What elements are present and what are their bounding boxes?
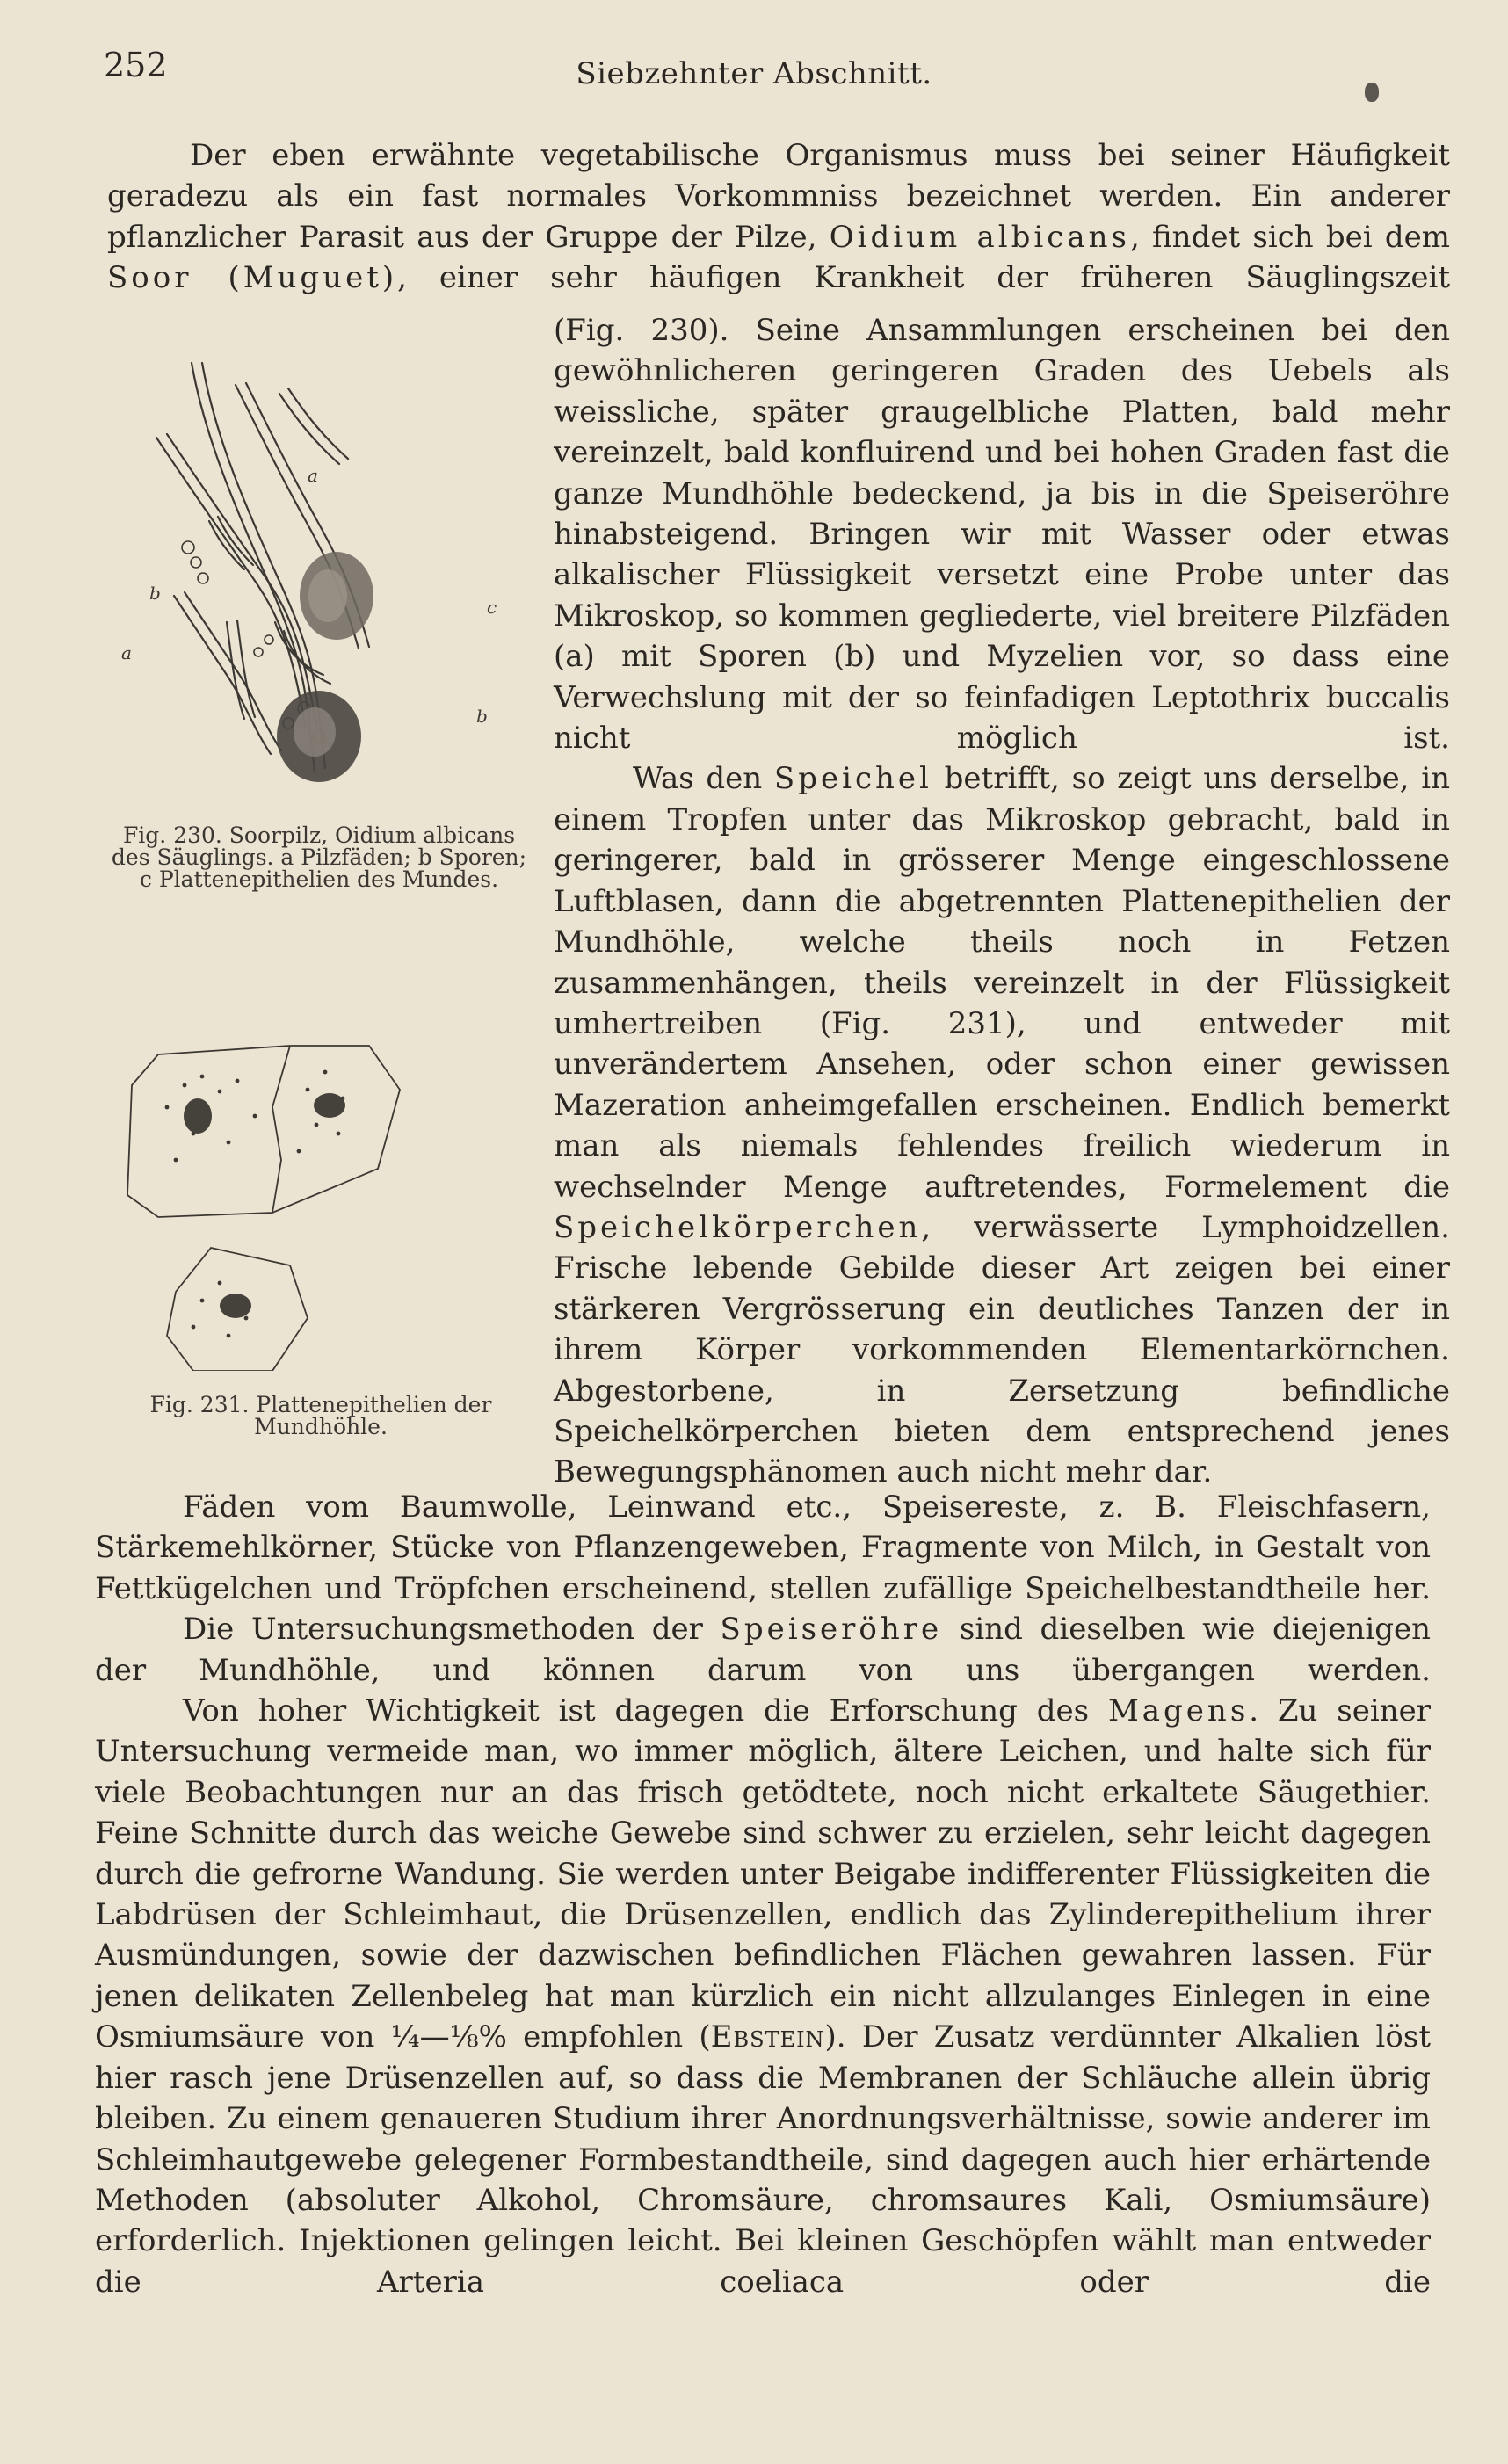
saliva-text-b: betrifft, so zeigt uns derselbe, in einem Tropfen unter das Mikroskop gebracht, bald in geringerer, bald in grösserer Menge eingeschlossene Luftblasen, dann die abgetrennten Plattenepithelien der Mundhöhle, welche theils noch in Fetzen zusammenhängen, theils vereinzelt in der Flüssigkeit umhertreiben (Fig. 231), und entweder mit unverändertem Ansehen, oder schon einer gewissen Mazeration anheimgefallen erscheinen. Endlich bemerkt man als niemals fehlendes freilich wiederum in wechselnder Menge auftretendes, Formelement die	[554, 761, 1451, 1205]
intro-text-b: , findet sich bei dem	[1129, 219, 1450, 255]
saliva-text-c: , verwässerte Lymphoidzellen. Frische lebende Gebilde dieser Art zeigen bei einer stärkeren Vergrösserung ein deutliches Tanzen der in ihrem Körper vorkommenden Elementarkörnchen. Abgestorbene, in Zersetzung befindliche Speichelkörperchen bieten dem entsprechend jenes Bewegungsphänomen auch nicht mehr dar.	[554, 1209, 1450, 1490]
stomach-text-b: . Zu seiner Untersuchung vermeide man, wo immer möglich, ältere Leichen, und halte sich für viele Beobachtungen nur an das frisch getödtete, noch nicht erkaltete Säugethier. Feine Schnitte durch das weiche Gewebe sind schwer zu erzielen, sehr leicht dagegen durch die gefrorne Wandung. Sie werden unter Beigabe indifferenter Flüssigkeiten die Labdrüsen der Schleimhaut, die Drüsenzellen, endlich das Zylinderepithelium ihrer Ausmündungen, sowie der dazwischen befindlichen Flächen gewahren lassen. Für jenen delikaten Zellenbeleg hat man kürzlich ein nicht allzulanges Einlegen in eine Osmiumsäure von ¼—⅛% empfohlen (	[95, 1693, 1431, 2055]
figure-231	[114, 1037, 527, 1438]
term-speichelkoerperchen: Speichelkörperchen	[554, 1209, 922, 1245]
label-b-right: b	[476, 706, 488, 727]
cell-nucleus	[220, 1294, 251, 1318]
intro-text-c: , einer sehr häufigen Krankheit der früheren Säuglingszeit	[397, 260, 1450, 296]
stomach-text-a: Von hoher Wichtigkeit ist dagegen die Erforschung des	[183, 1693, 1090, 1729]
term-speichel: Speichel	[773, 761, 932, 797]
label-a-left: a	[121, 642, 132, 663]
cell-nucleus	[314, 1093, 345, 1118]
body-paragraph-2	[95, 1609, 1431, 1691]
author-ebstein: Ebstein	[710, 2019, 825, 2055]
term-magens: Magens	[1107, 1693, 1250, 1729]
cell-nucleus	[184, 1098, 212, 1134]
figure-231-caption: Fig. 231. Plattenepithelien der Mundhöhle.	[149, 1392, 492, 1439]
saliva-text-a: Was den	[633, 761, 763, 797]
esophagus-text-a: Die Untersuchungsmethoden der	[183, 1612, 703, 1648]
term-soor-muguet: Soor (Muguet)	[107, 260, 398, 296]
label-a-top: a	[308, 465, 318, 486]
intro-text-a: Der eben erwähnte vegetabilische Organismus muss bei seiner Häufigkeit geradezu als ein fast normales Vorkommniss bezeichnet werden. Ein anderer pflanzlicher Parasit aus der Gruppe der Pilze,	[107, 138, 1450, 255]
column-paragraph-2	[554, 758, 1450, 1492]
column-paragraph-1: (Fig. 230). Seine Ansammlungen erscheinen bei den gewöhnlicheren geringeren Graden des Uebels als weissliche, später graugelbliche Platten, bald mehr vereinzelt, bald konfluirend und bei hohen Graden fast die ganze Mundhöhle bedeckend, ja bis in die Speiseröhre hinabsteigend. Bringen wir mit Wasser oder etwas alkalischer Flüssigkeit versetzt eine Probe unter das Mikroskop, so kommen gegliederte, viel breitere Pilzfäden (a) mit Sporen (b) und Myzelien vor, so dass eine Verwechslung mit der so feinfadigen Leptothrix buccalis nicht möglich ist.	[554, 313, 1450, 757]
figure-230	[104, 359, 534, 890]
label-c: c	[487, 597, 497, 618]
figure-230-caption: Fig. 230. Soorpilz, Oidium albicans des Säuglings. a Pilzfäden; b Sporen; c Plattenepithelien des Mundes.	[111, 823, 527, 892]
lower-body-text	[95, 1487, 1431, 2302]
soor-fungus-illustration	[104, 359, 534, 815]
stomach-text-c: ). Der Zusatz verdünnter Alkalien löst hier rasch jene Drüsenzellen auf, so dass die Membranen der Schläuche allein übrig bleiben. Zu einem genaueren Studium ihrer Anordnungsverhältnisse, sowie anderer im Schleimhautgewebe gelegener Formbestandtheile, sind dagegen auch hier erhärtende Methoden (absoluter Alkohol, Chromsäure, chromsaures Kali, Osmiumsäure) erforderlich. Injektionen gelingen leicht. Bei kleinen Geschöpfen wählt man entweder die Arteria coeliaca oder die	[95, 2019, 1431, 2300]
esophagus-text-b: sind dieselben wie diejenigen der Mundhöhle, und können darum von uns übergangen werden.	[95, 1612, 1432, 1688]
body-paragraph-1: Fäden vom Baumwolle, Leinwand etc., Speisereste, z. B. Fleischfasern, Stärkemehlkörner, Stücke von Pflanzengeweben, Fragmente von Milch, in Gestalt von Fettkügelchen und Tröpfchen erscheinend, stellen zufällige Speichelbestandtheile her.	[95, 1489, 1431, 1606]
label-b-left: b	[149, 583, 161, 604]
term-oidium-albicans: Oidium albicans	[829, 219, 1130, 255]
running-title: Siebzehnter Abschnitt.	[576, 56, 932, 91]
epithelial-cells-illustration	[114, 1037, 527, 1371]
right-column-text	[554, 310, 1450, 1493]
ink-blot-mark	[1365, 83, 1379, 102]
body-paragraph-3	[95, 1691, 1431, 2302]
intro-paragraph	[107, 135, 1450, 299]
term-speiseroehre: Speiseröhre	[720, 1612, 943, 1648]
page-number: 252	[104, 46, 168, 84]
